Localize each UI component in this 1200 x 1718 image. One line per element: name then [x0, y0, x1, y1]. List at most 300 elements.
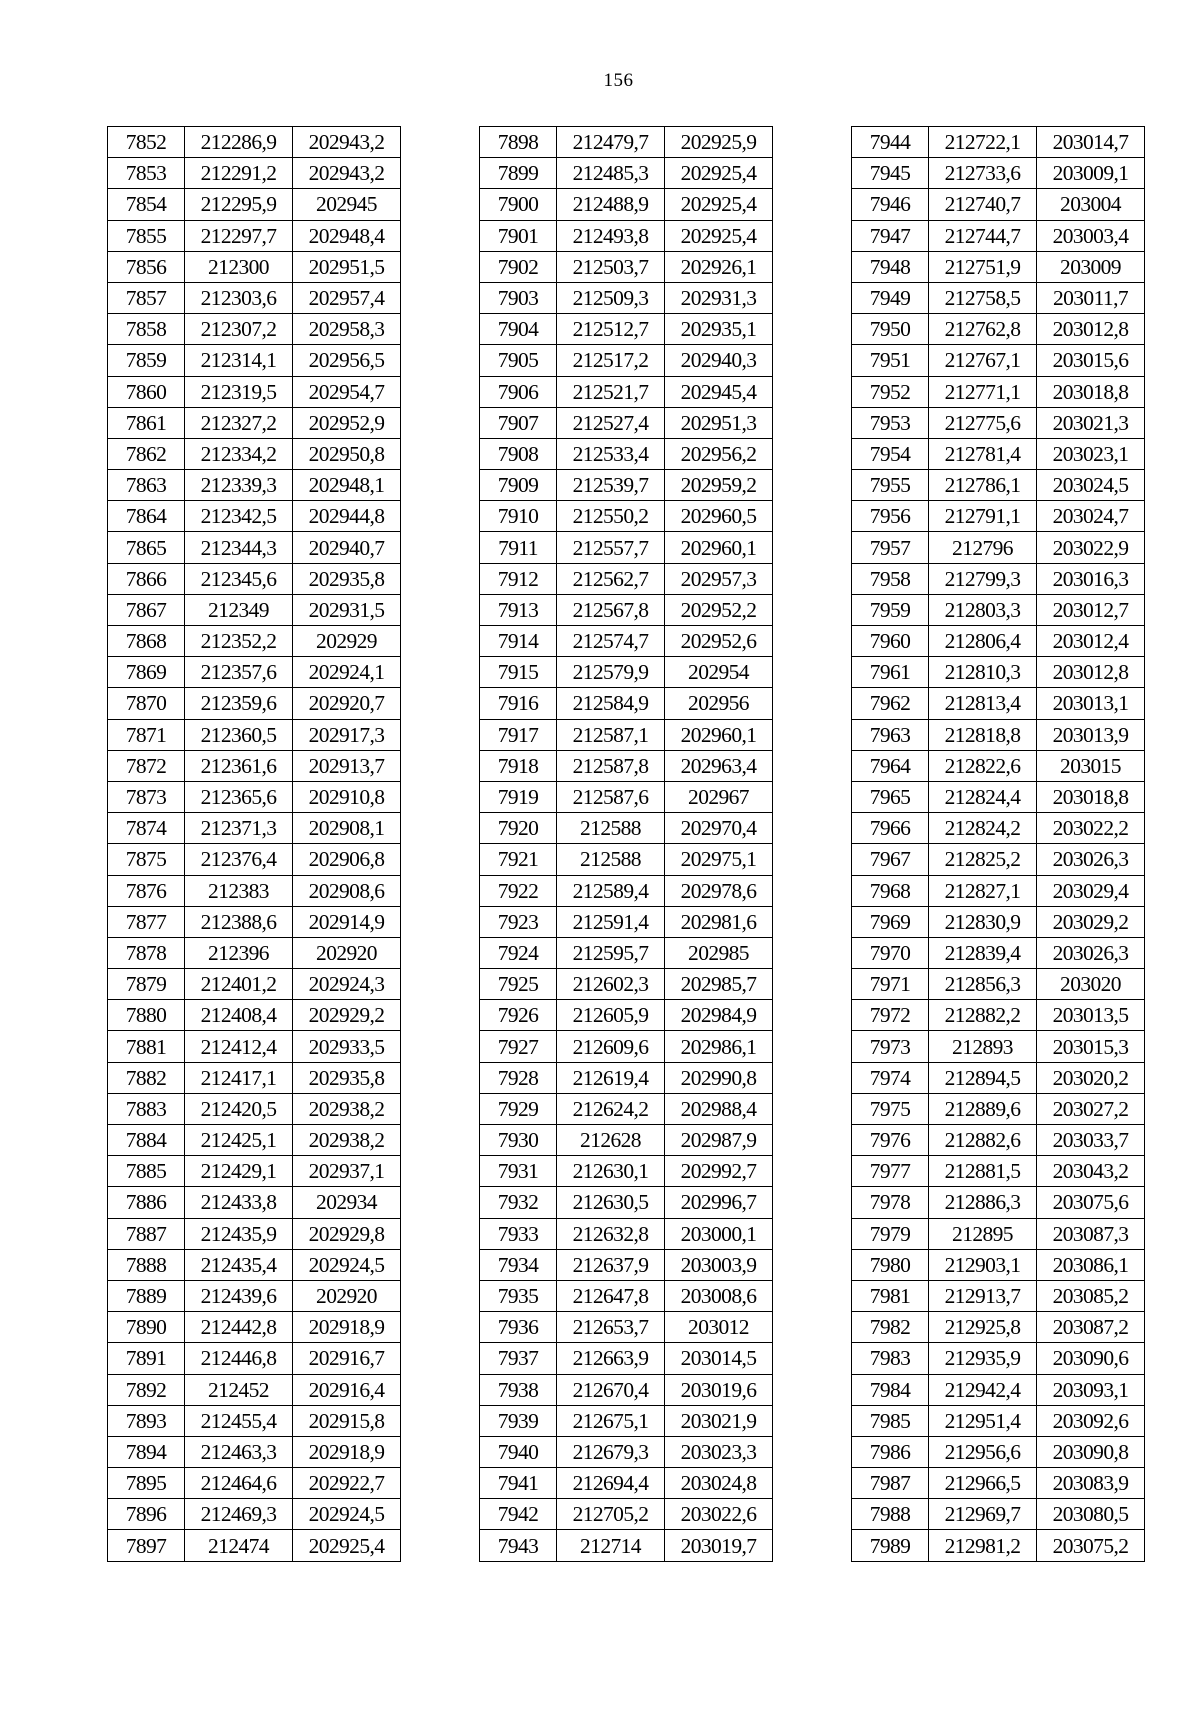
table-row: [852, 1312, 1145, 1343]
y-coordinate-cell: 202960,5: [665, 501, 773, 532]
point-number-cell: 7900: [480, 189, 557, 220]
table-row: [852, 407, 1145, 438]
x-coordinate-cell: 212796: [929, 532, 1037, 563]
table-row: [852, 657, 1145, 688]
y-coordinate-cell: 203012,7: [1037, 594, 1145, 625]
x-coordinate-cell: 212388,6: [185, 906, 293, 937]
y-coordinate-cell: 202916,4: [293, 1374, 401, 1405]
y-coordinate-cell: 203015,6: [1037, 345, 1145, 376]
x-coordinate-cell: 212589,4: [557, 875, 665, 906]
table-row: [108, 750, 401, 781]
table-row: [480, 719, 773, 750]
y-coordinate-cell: 202957,3: [665, 563, 773, 594]
y-coordinate-cell: 202910,8: [293, 781, 401, 812]
point-number-cell: 7973: [852, 1031, 929, 1062]
x-coordinate-cell: 212319,5: [185, 376, 293, 407]
point-number-cell: 7891: [108, 1343, 185, 1374]
point-number-cell: 7870: [108, 688, 185, 719]
y-coordinate-cell: 202925,4: [665, 158, 773, 189]
y-coordinate-cell: 203022,2: [1037, 813, 1145, 844]
y-coordinate-cell: 203087,2: [1037, 1312, 1145, 1343]
table-row: [480, 1218, 773, 1249]
x-coordinate-cell: 212781,4: [929, 438, 1037, 469]
point-number-cell: 7962: [852, 688, 929, 719]
point-number-cell: 7866: [108, 563, 185, 594]
point-number-cell: 7877: [108, 906, 185, 937]
table-row: [108, 875, 401, 906]
table-row: [852, 345, 1145, 376]
y-coordinate-cell: 202913,7: [293, 750, 401, 781]
y-coordinate-cell: 202926,1: [665, 251, 773, 282]
y-coordinate-cell: 203023,1: [1037, 438, 1145, 469]
point-number-cell: 7906: [480, 376, 557, 407]
table-row: [108, 1405, 401, 1436]
point-number-cell: 7986: [852, 1436, 929, 1467]
x-coordinate-cell: 212550,2: [557, 501, 665, 532]
table-row: [480, 1249, 773, 1280]
table-row: [108, 1218, 401, 1249]
y-coordinate-cell: 203003,9: [665, 1249, 773, 1280]
x-coordinate-cell: 212357,6: [185, 657, 293, 688]
y-coordinate-cell: 203009: [1037, 251, 1145, 282]
y-coordinate-cell: 202986,1: [665, 1031, 773, 1062]
y-coordinate-cell: 203086,1: [1037, 1249, 1145, 1280]
point-number-cell: 7916: [480, 688, 557, 719]
x-coordinate-cell: 212464,6: [185, 1468, 293, 1499]
point-number-cell: 7954: [852, 438, 929, 469]
x-coordinate-cell: 212557,7: [557, 532, 665, 563]
table-row: [852, 1031, 1145, 1062]
point-number-cell: 7982: [852, 1312, 929, 1343]
table-row: [480, 1280, 773, 1311]
y-coordinate-cell: 202940,7: [293, 532, 401, 563]
table-row: [108, 594, 401, 625]
point-number-cell: 7889: [108, 1280, 185, 1311]
y-coordinate-cell: 202984,9: [665, 1000, 773, 1031]
point-number-cell: 7971: [852, 969, 929, 1000]
point-number-cell: 7893: [108, 1405, 185, 1436]
table-row: [852, 158, 1145, 189]
y-coordinate-cell: 202935,8: [293, 1062, 401, 1093]
table-row: [108, 1156, 401, 1187]
x-coordinate-cell: 212587,6: [557, 781, 665, 812]
y-coordinate-cell: 202924,1: [293, 657, 401, 688]
y-coordinate-cell: 202963,4: [665, 750, 773, 781]
y-coordinate-cell: 202908,1: [293, 813, 401, 844]
x-coordinate-cell: 212956,6: [929, 1436, 1037, 1467]
y-coordinate-cell: 202940,3: [665, 345, 773, 376]
coordinate-table-2: [479, 126, 773, 1562]
point-number-cell: 7979: [852, 1218, 929, 1249]
table-row: [852, 1499, 1145, 1530]
table-row: [852, 127, 1145, 158]
x-coordinate-cell: 212942,4: [929, 1374, 1037, 1405]
y-coordinate-cell: 202924,5: [293, 1499, 401, 1530]
y-coordinate-cell: 202925,4: [665, 220, 773, 251]
y-coordinate-cell: 202917,3: [293, 719, 401, 750]
point-number-cell: 7925: [480, 969, 557, 1000]
y-coordinate-cell: 203013,9: [1037, 719, 1145, 750]
y-coordinate-cell: 202996,7: [665, 1187, 773, 1218]
x-coordinate-cell: 212327,2: [185, 407, 293, 438]
table-row: [852, 781, 1145, 812]
point-number-cell: 7972: [852, 1000, 929, 1031]
table-row: [480, 1312, 773, 1343]
x-coordinate-cell: 212360,5: [185, 719, 293, 750]
x-coordinate-cell: 212433,8: [185, 1187, 293, 1218]
point-number-cell: 7967: [852, 844, 929, 875]
x-coordinate-cell: 212349: [185, 594, 293, 625]
x-coordinate-cell: 212345,6: [185, 563, 293, 594]
y-coordinate-cell: 202990,8: [665, 1062, 773, 1093]
x-coordinate-cell: 212463,3: [185, 1436, 293, 1467]
point-number-cell: 7984: [852, 1374, 929, 1405]
y-coordinate-cell: 203087,3: [1037, 1218, 1145, 1249]
x-coordinate-cell: 212630,1: [557, 1156, 665, 1187]
table-row: [852, 626, 1145, 657]
x-coordinate-cell: 212632,8: [557, 1218, 665, 1249]
table-row: [480, 626, 773, 657]
table-row: [480, 532, 773, 563]
y-coordinate-cell: 203023,3: [665, 1436, 773, 1467]
point-number-cell: 7968: [852, 875, 929, 906]
point-number-cell: 7965: [852, 781, 929, 812]
point-number-cell: 7915: [480, 657, 557, 688]
table-row: [108, 282, 401, 313]
y-coordinate-cell: 202918,9: [293, 1436, 401, 1467]
x-coordinate-cell: 212653,7: [557, 1312, 665, 1343]
point-number-cell: 7931: [480, 1156, 557, 1187]
y-coordinate-cell: 202985: [665, 937, 773, 968]
x-coordinate-cell: 212663,9: [557, 1343, 665, 1374]
x-coordinate-cell: 212624,2: [557, 1093, 665, 1124]
point-number-cell: 7861: [108, 407, 185, 438]
x-coordinate-cell: 212408,4: [185, 1000, 293, 1031]
table-row: [480, 438, 773, 469]
table-row: [480, 470, 773, 501]
y-coordinate-cell: 203020,2: [1037, 1062, 1145, 1093]
point-number-cell: 7942: [480, 1499, 557, 1530]
y-coordinate-cell: 203003,4: [1037, 220, 1145, 251]
y-coordinate-cell: 203026,3: [1037, 937, 1145, 968]
point-number-cell: 7988: [852, 1499, 929, 1530]
point-number-cell: 7895: [108, 1468, 185, 1499]
point-number-cell: 7859: [108, 345, 185, 376]
x-coordinate-cell: 212602,3: [557, 969, 665, 1000]
point-number-cell: 7858: [108, 314, 185, 345]
x-coordinate-cell: 212334,2: [185, 438, 293, 469]
y-coordinate-cell: 202933,5: [293, 1031, 401, 1062]
x-coordinate-cell: 212822,6: [929, 750, 1037, 781]
x-coordinate-cell: 212647,8: [557, 1280, 665, 1311]
table-row: [852, 1156, 1145, 1187]
table-row: [480, 937, 773, 968]
point-number-cell: 7863: [108, 470, 185, 501]
x-coordinate-cell: 212824,2: [929, 813, 1037, 844]
table-row: [480, 906, 773, 937]
x-coordinate-cell: 212827,1: [929, 875, 1037, 906]
point-number-cell: 7922: [480, 875, 557, 906]
y-coordinate-cell: 202916,7: [293, 1343, 401, 1374]
point-number-cell: 7855: [108, 220, 185, 251]
x-coordinate-cell: 212903,1: [929, 1249, 1037, 1280]
table-row: [480, 1062, 773, 1093]
point-number-cell: 7970: [852, 937, 929, 968]
y-coordinate-cell: 203013,1: [1037, 688, 1145, 719]
x-coordinate-cell: 212856,3: [929, 969, 1037, 1000]
x-coordinate-cell: 212291,2: [185, 158, 293, 189]
table-row: [852, 813, 1145, 844]
y-coordinate-cell: 202981,6: [665, 906, 773, 937]
x-coordinate-cell: 212562,7: [557, 563, 665, 594]
point-number-cell: 7865: [108, 532, 185, 563]
y-coordinate-cell: 202925,4: [293, 1530, 401, 1561]
x-coordinate-cell: 212722,1: [929, 127, 1037, 158]
y-coordinate-cell: 202945: [293, 189, 401, 220]
point-number-cell: 7902: [480, 251, 557, 282]
table-row: [480, 314, 773, 345]
y-coordinate-cell: 203019,6: [665, 1374, 773, 1405]
y-coordinate-cell: 202978,6: [665, 875, 773, 906]
x-coordinate-cell: 212342,5: [185, 501, 293, 532]
y-coordinate-cell: 203015,3: [1037, 1031, 1145, 1062]
y-coordinate-cell: 202935,1: [665, 314, 773, 345]
table-row: [108, 1312, 401, 1343]
table-row: [480, 781, 773, 812]
x-coordinate-cell: 212670,4: [557, 1374, 665, 1405]
table-row: [108, 969, 401, 1000]
x-coordinate-cell: 212679,3: [557, 1436, 665, 1467]
x-coordinate-cell: 212824,4: [929, 781, 1037, 812]
x-coordinate-cell: 212893: [929, 1031, 1037, 1062]
point-number-cell: 7952: [852, 376, 929, 407]
y-coordinate-cell: 202938,2: [293, 1093, 401, 1124]
table-row: [852, 251, 1145, 282]
table-row: [108, 1125, 401, 1156]
x-coordinate-cell: 212579,9: [557, 657, 665, 688]
point-number-cell: 7934: [480, 1249, 557, 1280]
y-coordinate-cell: 202954: [665, 657, 773, 688]
table-row: [480, 844, 773, 875]
y-coordinate-cell: 203075,2: [1037, 1530, 1145, 1561]
table-row: [480, 251, 773, 282]
y-coordinate-cell: 202929,2: [293, 1000, 401, 1031]
point-number-cell: 7894: [108, 1436, 185, 1467]
point-number-cell: 7978: [852, 1187, 929, 1218]
x-coordinate-cell: 212297,7: [185, 220, 293, 251]
coordinate-table-1: [107, 126, 401, 1562]
table-row: [108, 1062, 401, 1093]
x-coordinate-cell: 212881,5: [929, 1156, 1037, 1187]
y-coordinate-cell: 203013,5: [1037, 1000, 1145, 1031]
table-row: [852, 1468, 1145, 1499]
table-row: [108, 158, 401, 189]
table-row: [852, 1000, 1145, 1031]
point-number-cell: 7947: [852, 220, 929, 251]
y-coordinate-cell: 202934: [293, 1187, 401, 1218]
point-number-cell: 7862: [108, 438, 185, 469]
table-row: [108, 1249, 401, 1280]
x-coordinate-cell: 212452: [185, 1374, 293, 1405]
x-coordinate-cell: 212744,7: [929, 220, 1037, 251]
point-number-cell: 7926: [480, 1000, 557, 1031]
point-number-cell: 7904: [480, 314, 557, 345]
y-coordinate-cell: 202967: [665, 781, 773, 812]
x-coordinate-cell: 212740,7: [929, 189, 1037, 220]
point-number-cell: 7937: [480, 1343, 557, 1374]
table-row: [108, 314, 401, 345]
point-number-cell: 7945: [852, 158, 929, 189]
point-number-cell: 7867: [108, 594, 185, 625]
point-number-cell: 7948: [852, 251, 929, 282]
x-coordinate-cell: 212810,3: [929, 657, 1037, 688]
x-coordinate-cell: 212825,2: [929, 844, 1037, 875]
x-coordinate-cell: 212619,4: [557, 1062, 665, 1093]
table-row: [852, 532, 1145, 563]
table-row: [480, 345, 773, 376]
point-number-cell: 7873: [108, 781, 185, 812]
table-row: [108, 688, 401, 719]
point-number-cell: 7960: [852, 626, 929, 657]
y-coordinate-cell: 202920: [293, 937, 401, 968]
point-number-cell: 7888: [108, 1249, 185, 1280]
table-row: [108, 1374, 401, 1405]
y-coordinate-cell: 203092,6: [1037, 1405, 1145, 1436]
point-number-cell: 7857: [108, 282, 185, 313]
point-number-cell: 7933: [480, 1218, 557, 1249]
y-coordinate-cell: 202920: [293, 1280, 401, 1311]
x-coordinate-cell: 212966,5: [929, 1468, 1037, 1499]
page-number: 156: [603, 70, 634, 91]
point-number-cell: 7980: [852, 1249, 929, 1280]
x-coordinate-cell: 212412,4: [185, 1031, 293, 1062]
x-coordinate-cell: 212352,2: [185, 626, 293, 657]
table-row: [480, 688, 773, 719]
x-coordinate-cell: 212303,6: [185, 282, 293, 313]
y-coordinate-cell: 202931,3: [665, 282, 773, 313]
y-coordinate-cell: 202956,2: [665, 438, 773, 469]
y-coordinate-cell: 202908,6: [293, 875, 401, 906]
point-number-cell: 7987: [852, 1468, 929, 1499]
x-coordinate-cell: 212439,6: [185, 1280, 293, 1311]
y-coordinate-cell: 202954,7: [293, 376, 401, 407]
point-number-cell: 7903: [480, 282, 557, 313]
table-row: [480, 1436, 773, 1467]
point-number-cell: 7963: [852, 719, 929, 750]
x-coordinate-cell: 212830,9: [929, 906, 1037, 937]
x-coordinate-cell: 212605,9: [557, 1000, 665, 1031]
point-number-cell: 7919: [480, 781, 557, 812]
x-coordinate-cell: 212758,5: [929, 282, 1037, 313]
table-row: [852, 937, 1145, 968]
point-number-cell: 7882: [108, 1062, 185, 1093]
table-row: [480, 1187, 773, 1218]
table-row: [108, 470, 401, 501]
point-number-cell: 7951: [852, 345, 929, 376]
y-coordinate-cell: 202959,2: [665, 470, 773, 501]
x-coordinate-cell: 212446,8: [185, 1343, 293, 1374]
point-number-cell: 7913: [480, 594, 557, 625]
table-row: [108, 719, 401, 750]
x-coordinate-cell: 212595,7: [557, 937, 665, 968]
point-number-cell: 7860: [108, 376, 185, 407]
x-coordinate-cell: 212803,3: [929, 594, 1037, 625]
point-number-cell: 7961: [852, 657, 929, 688]
point-number-cell: 7896: [108, 1499, 185, 1530]
x-coordinate-cell: 212767,1: [929, 345, 1037, 376]
x-coordinate-cell: 212584,9: [557, 688, 665, 719]
point-number-cell: 7907: [480, 407, 557, 438]
y-coordinate-cell: 203019,7: [665, 1530, 773, 1561]
table-row: [108, 1530, 401, 1561]
y-coordinate-cell: 203004: [1037, 189, 1145, 220]
table-row: [480, 127, 773, 158]
y-coordinate-cell: 203014,5: [665, 1343, 773, 1374]
x-coordinate-cell: 212314,1: [185, 345, 293, 376]
table-row: [480, 875, 773, 906]
point-number-cell: 7976: [852, 1125, 929, 1156]
y-coordinate-cell: 203014,7: [1037, 127, 1145, 158]
x-coordinate-cell: 212365,6: [185, 781, 293, 812]
point-number-cell: 7887: [108, 1218, 185, 1249]
y-coordinate-cell: 203012,4: [1037, 626, 1145, 657]
y-coordinate-cell: 203085,2: [1037, 1280, 1145, 1311]
x-coordinate-cell: 212882,6: [929, 1125, 1037, 1156]
y-coordinate-cell: 202957,4: [293, 282, 401, 313]
point-number-cell: 7953: [852, 407, 929, 438]
y-coordinate-cell: 203090,6: [1037, 1343, 1145, 1374]
y-coordinate-cell: 202950,8: [293, 438, 401, 469]
x-coordinate-cell: 212818,8: [929, 719, 1037, 750]
point-number-cell: 7874: [108, 813, 185, 844]
table-row: [108, 563, 401, 594]
table-row: [480, 750, 773, 781]
point-number-cell: 7921: [480, 844, 557, 875]
x-coordinate-cell: 212488,9: [557, 189, 665, 220]
point-number-cell: 7932: [480, 1187, 557, 1218]
table-row: [108, 1187, 401, 1218]
x-coordinate-cell: 212339,3: [185, 470, 293, 501]
x-coordinate-cell: 212771,1: [929, 376, 1037, 407]
point-number-cell: 7868: [108, 626, 185, 657]
table-row: [108, 1280, 401, 1311]
table-row: [108, 1499, 401, 1530]
table-row: [480, 563, 773, 594]
y-coordinate-cell: 203012,8: [1037, 314, 1145, 345]
point-number-cell: 7892: [108, 1374, 185, 1405]
y-coordinate-cell: 203033,7: [1037, 1125, 1145, 1156]
table-row: [852, 969, 1145, 1000]
x-coordinate-cell: 212376,4: [185, 844, 293, 875]
point-number-cell: 7912: [480, 563, 557, 594]
table-row: [852, 1280, 1145, 1311]
point-number-cell: 7905: [480, 345, 557, 376]
table-row: [480, 158, 773, 189]
table-row: [108, 189, 401, 220]
y-coordinate-cell: 203080,5: [1037, 1499, 1145, 1530]
table-row: [108, 781, 401, 812]
table-row: [852, 1125, 1145, 1156]
point-number-cell: 7917: [480, 719, 557, 750]
table-row: [852, 470, 1145, 501]
x-coordinate-cell: 212694,4: [557, 1468, 665, 1499]
y-coordinate-cell: 202929,8: [293, 1218, 401, 1249]
point-number-cell: 7883: [108, 1093, 185, 1124]
y-coordinate-cell: 203011,7: [1037, 282, 1145, 313]
x-coordinate-cell: 212587,1: [557, 719, 665, 750]
table-row: [108, 906, 401, 937]
y-coordinate-cell: 202948,4: [293, 220, 401, 251]
